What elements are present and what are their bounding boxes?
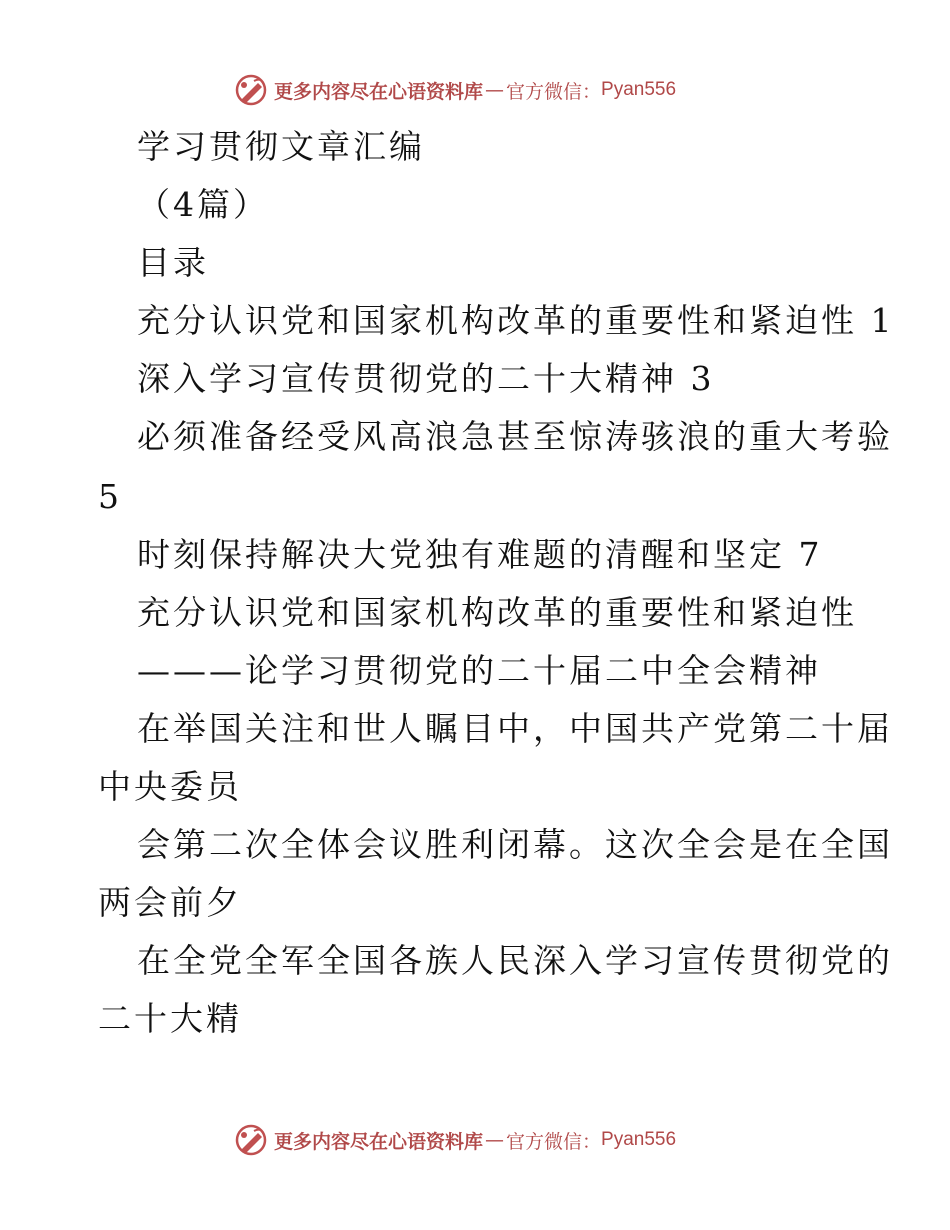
banner-text: 更多内容尽在心语资料库	[274, 1130, 484, 1153]
banner-text: 更多内容尽在心语资料库	[274, 80, 484, 103]
brand-logo-icon	[234, 1123, 268, 1157]
body-line: 会第二次全体会议胜利闭幕。这次全会是在全国	[137, 825, 893, 864]
toc-item: 充分认识党和国家机构改革的重要性和紧迫性 1	[137, 301, 895, 340]
body-line: 两会前夕	[98, 883, 242, 922]
banner-separator: —	[485, 79, 505, 101]
document-count: （4篇）	[137, 185, 269, 224]
header-banner	[234, 72, 676, 108]
toc-heading: 目录	[137, 243, 209, 282]
banner-wechat-id: Pyan556	[601, 1129, 677, 1150]
brand-logo-icon	[234, 73, 268, 107]
toc-item: 时刻保持解决大党独有难题的清醒和坚定 7	[137, 535, 823, 574]
banner-wechat-label: 官方微信：	[506, 1130, 602, 1153]
banner-wechat-id: Pyan556	[601, 79, 677, 100]
banner-wechat-label: 官方微信：	[506, 80, 602, 103]
toc-item-page-wrap: 5	[98, 477, 122, 516]
article-subtitle: ———论学习贯彻党的二十届二中全会精神	[137, 651, 821, 690]
document-title: 学习贯彻文章汇编	[137, 127, 425, 166]
article-title: 充分认识党和国家机构改革的重要性和紧迫性	[137, 593, 857, 632]
body-line: 二十大精	[98, 999, 242, 1038]
body-line: 在举国关注和世人瞩目中，中国共产党第二十届	[137, 709, 893, 748]
toc-item: 必须准备经受风高浪急甚至惊涛骇浪的重大考验	[137, 417, 893, 456]
body-line: 在全党全军全国各族人民深入学习宣传贯彻党的	[137, 941, 893, 980]
toc-item: 深入学习宣传贯彻党的二十大精神 3	[137, 359, 715, 398]
footer-banner	[234, 1122, 676, 1158]
banner-separator: —	[485, 1129, 505, 1151]
body-line: 中央委员	[98, 767, 242, 806]
